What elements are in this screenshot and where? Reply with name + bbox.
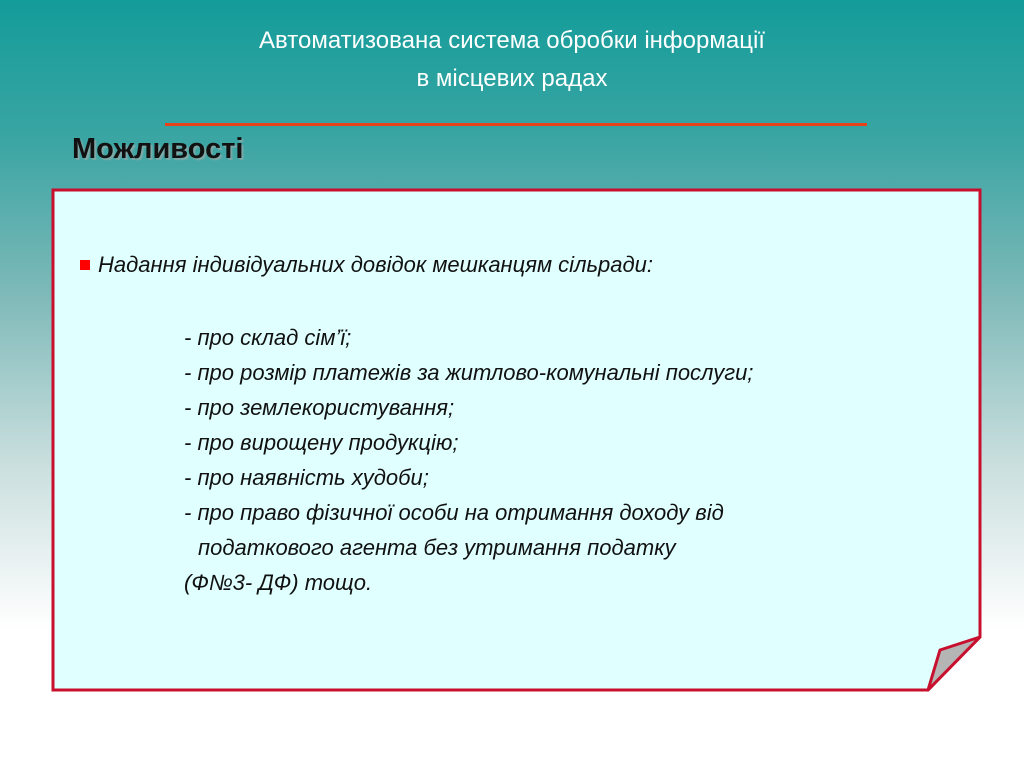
- list-item: - про вирощену продукцію;: [184, 430, 459, 455]
- list-item: - про наявність худоби;: [184, 465, 429, 490]
- list-item: - про склад сім’ї;: [184, 325, 352, 350]
- square-bullet-icon: [80, 260, 90, 270]
- list-item-continuation: податкового агента без утримання податку: [198, 535, 676, 560]
- bullet-item: [80, 252, 960, 278]
- list-item: - про розмір платежів за житлово-комунальні послуги;: [184, 360, 754, 385]
- list-ending: (Ф№3- ДФ) тощо.: [184, 570, 373, 595]
- list-item: - про землекористування;: [184, 395, 455, 420]
- card-content: [80, 252, 960, 600]
- title-line-2: в місцевих радах: [416, 65, 608, 92]
- title-line-1: Автоматизована система обробки інформації: [259, 27, 765, 54]
- bullet-text: Надання індивідуальних довідок мешканцям сільради:: [98, 252, 654, 277]
- section-heading: Можливості: [72, 133, 244, 165]
- sub-list: [184, 320, 960, 600]
- list-item: - про право фізичної особи на отримання доходу від: [184, 500, 724, 525]
